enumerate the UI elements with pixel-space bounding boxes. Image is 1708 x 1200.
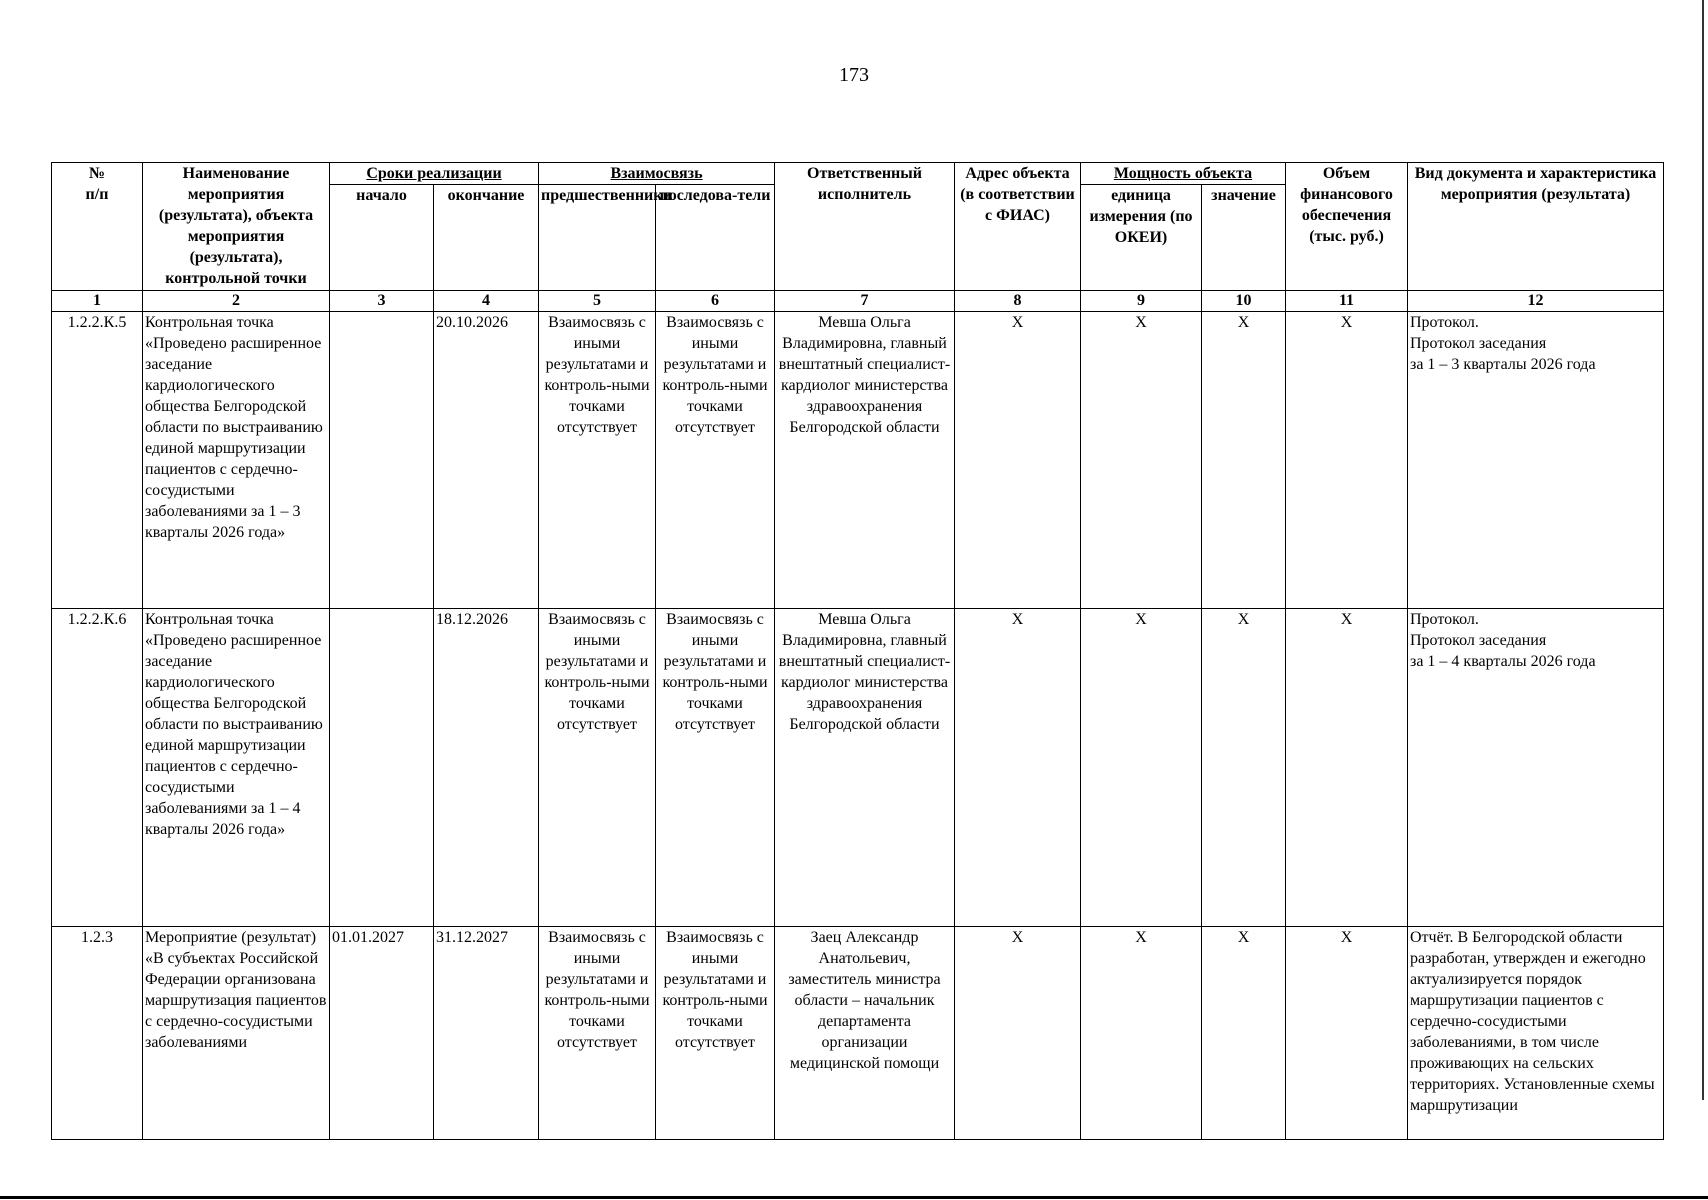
col-num-3: 3 — [330, 291, 434, 312]
col-num-12: 12 — [1408, 291, 1664, 312]
row-start: 01.01.2027 — [330, 927, 434, 1140]
header-name: Наименование мероприятия (результата), объекта мероприятия (результата), контрольной точки — [143, 163, 330, 291]
row-next: Взаимосвязь с иными результатами и контроль-ными точками отсутствует — [656, 927, 775, 1140]
row-end: 18.12.2026 — [434, 609, 539, 927]
row-name: Контрольная точка «Проведено расширенное заседание кардиологического общества Белгородской области по выстраиванию единой маршрутизации пациентов с сердечно-сосудистыми заболеваниями за 1 – 3 кварталы 2026 года» — [143, 312, 330, 609]
row-prev: Взаимосвязь с иными результатами и контроль-ными точками отсутствует — [539, 927, 656, 1140]
col-num-6: 6 — [656, 291, 775, 312]
row-address: X — [955, 312, 1081, 609]
row-end: 31.12.2027 — [434, 927, 539, 1140]
header-num: № п/п — [52, 163, 143, 291]
header-relation-prev: предшественники — [539, 185, 656, 291]
row-value: X — [1202, 927, 1286, 1140]
header-terms: Сроки реализации — [330, 163, 539, 185]
row-prev: Взаимосвязь с иными результатами и контроль-ными точками отсутствует — [539, 312, 656, 609]
row-unit: X — [1081, 609, 1202, 927]
row-finance: X — [1286, 609, 1408, 927]
row-end: 20.10.2026 — [434, 312, 539, 609]
row-num: 1.2.2.К.5 — [52, 312, 143, 609]
row-name: Контрольная точка «Проведено расширенное заседание кардиологического общества Белгородской области по выстраиванию единой маршрутизации пациентов с сердечно-сосудистыми заболеваниями за 1 – 4 кварталы 2026 года» — [143, 609, 330, 927]
header-address: Адрес объекта (в соответствии с ФИАС) — [955, 163, 1081, 291]
row-finance: X — [1286, 927, 1408, 1140]
row-value: X — [1202, 609, 1286, 927]
col-num-2: 2 — [143, 291, 330, 312]
row-start — [330, 609, 434, 927]
header-capacity: Мощность объекта — [1081, 163, 1286, 185]
col-num-8: 8 — [955, 291, 1081, 312]
col-num-7: 7 — [775, 291, 955, 312]
table-row — [52, 312, 1664, 609]
row-name: Мероприятие (результат) «В субъектах Российской Федерации организована маршрутизация пациентов с сердечно-сосудистыми заболеваниями — [143, 927, 330, 1140]
header-relation-next: последова-тели — [656, 185, 775, 291]
row-doc: Протокол. Протокол заседания за 1 – 3 кварталы 2026 года — [1408, 312, 1664, 609]
col-num-10: 10 — [1202, 291, 1286, 312]
table-row — [52, 609, 1664, 927]
header-capacity-unit: единица измерения (по ОКЕИ) — [1081, 185, 1202, 291]
column-number-row — [52, 291, 1664, 312]
header-finance: Объем финансового обеспечения (тыс. руб.) — [1286, 163, 1408, 291]
page-bottom-edge — [0, 1196, 1708, 1199]
row-responsible: Мевша Ольга Владимировна, главный внештатный специалист-кардиолог министерства здравоохранения Белгородской области — [775, 312, 955, 609]
row-address: X — [955, 609, 1081, 927]
header-capacity-value: значение — [1202, 185, 1286, 291]
col-num-5: 5 — [539, 291, 656, 312]
col-num-9: 9 — [1081, 291, 1202, 312]
row-address: X — [955, 927, 1081, 1140]
col-num-11: 11 — [1286, 291, 1408, 312]
table-row — [52, 927, 1664, 1140]
page-number: 173 — [839, 64, 869, 86]
row-value: X — [1202, 312, 1286, 609]
header-terms-end: окончание — [434, 185, 539, 291]
row-unit: X — [1081, 312, 1202, 609]
row-finance: X — [1286, 312, 1408, 609]
page-right-edge — [1702, 0, 1704, 1100]
row-next: Взаимосвязь с иными результатами и контроль-ными точками отсутствует — [656, 609, 775, 927]
events-table — [51, 162, 1664, 1140]
row-unit: X — [1081, 927, 1202, 1140]
header-row-1 — [52, 163, 1664, 185]
col-num-4: 4 — [434, 291, 539, 312]
row-start — [330, 312, 434, 609]
row-num: 1.2.3 — [52, 927, 143, 1140]
header-relation: Взаимосвязь — [539, 163, 775, 185]
row-doc: Отчёт. В Белгородской области разработан, утвержден и ежегодно актуализируется порядок маршрутизации пациентов с сердечно-сосудистыми заболеваниями, в том числе проживающих на сельских территориях. Установленные схемы маршрутизации — [1408, 927, 1664, 1140]
header-terms-start: начало — [330, 185, 434, 291]
header-responsible: Ответственный исполнитель — [775, 163, 955, 291]
row-next: Взаимосвязь с иными результатами и контроль-ными точками отсутствует — [656, 312, 775, 609]
row-responsible: Заец Александр Анатольевич, заместитель министра области – начальник департамента организации медицинской помощи — [775, 927, 955, 1140]
col-num-1: 1 — [52, 291, 143, 312]
row-prev: Взаимосвязь с иными результатами и контроль-ными точками отсутствует — [539, 609, 656, 927]
row-num: 1.2.2.К.6 — [52, 609, 143, 927]
row-responsible: Мевша Ольга Владимировна, главный внештатный специалист-кардиолог министерства здравоохранения Белгородской области — [775, 609, 955, 927]
header-doc: Вид документа и характеристика мероприятия (результата) — [1408, 163, 1664, 291]
row-doc: Протокол. Протокол заседания за 1 – 4 кварталы 2026 года — [1408, 609, 1664, 927]
